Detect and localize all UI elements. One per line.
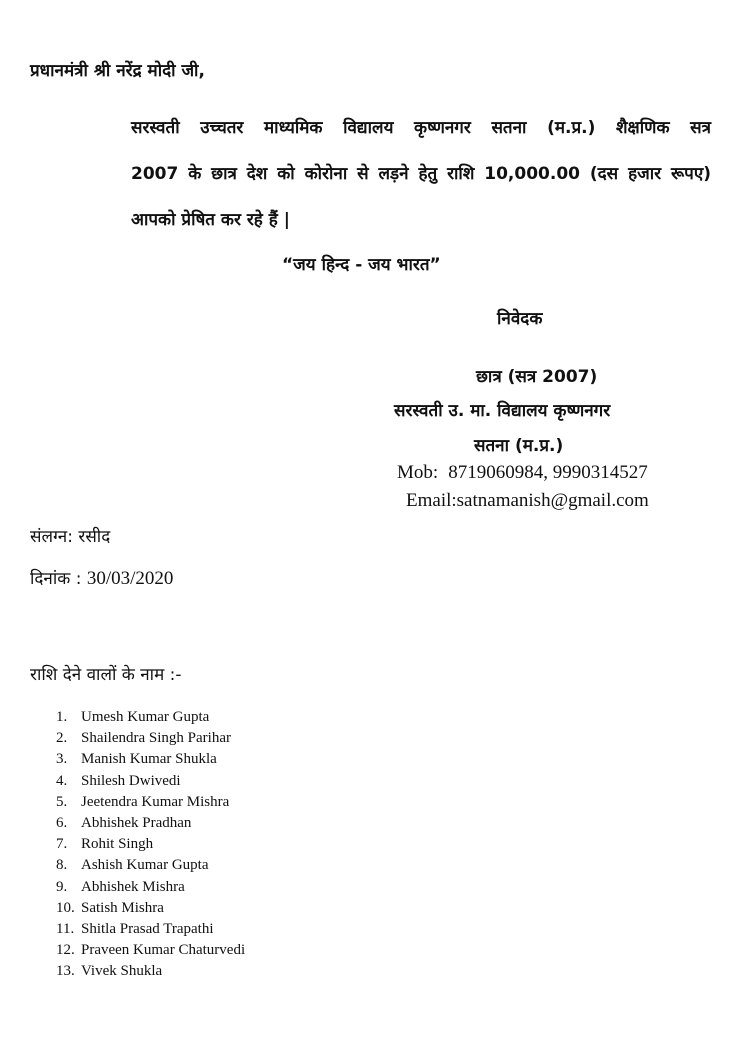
list-number: 9. [56, 878, 68, 895]
donor-name: Manish Kumar Shukla [81, 751, 217, 768]
list-number: 11. [56, 920, 75, 937]
list-number: 7. [56, 836, 68, 853]
sender-email: Email:satnamanish@gmail.com [406, 490, 649, 511]
sender-mobile [397, 462, 648, 484]
donor-name: Praveen Kumar Chaturvedi [81, 942, 246, 959]
donor-name: Rohit Singh [81, 836, 154, 853]
letter-body-line: आपको प्रेषित कर रहे हैं | [131, 210, 290, 230]
salutation: प्रधानमंत्री श्री नरेंद्र मोदी जी, [30, 61, 205, 81]
letter-body [131, 105, 711, 243]
donor-name: Vivek Shukla [81, 963, 163, 980]
sender-group: छात्र (सत्र 2007) [476, 367, 598, 387]
donor-name: Abhishek Mishra [81, 878, 185, 895]
donor-name: Umesh Kumar Gupta [81, 709, 210, 725]
list-number: 8. [56, 857, 68, 874]
mobile-label: Mob: [397, 462, 439, 483]
list-number: 2. [56, 730, 68, 747]
list-number: 10. [56, 899, 75, 916]
list-number: 5. [56, 793, 68, 810]
list-number: 13. [56, 963, 75, 980]
list-number: 4. [56, 772, 68, 789]
mobile-numbers: 8719060984, 9990314527 [448, 462, 648, 483]
list-number: 12. [56, 942, 75, 959]
donors-heading: राशि देने वालों के नाम :- [30, 665, 182, 685]
sign-off: निवेदक [497, 309, 543, 329]
list-number: 3. [56, 751, 68, 768]
sender-school: सरस्वती उ. मा. विद्यालय कृष्णनगर [394, 401, 611, 421]
enclosure-note: संलग्न: रसीद [30, 527, 111, 547]
donor-name: Shailendra Singh Parihar [81, 730, 231, 747]
list-number: 1. [56, 709, 68, 725]
date-line [30, 566, 173, 590]
donor-name: Shilesh Dwivedi [81, 772, 181, 789]
donor-name: Satish Mishra [81, 899, 164, 916]
donor-name: Jeetendra Kumar Mishra [81, 793, 230, 810]
donor-name: Ashish Kumar Gupta [81, 857, 209, 874]
letter-body-line: 2007 के छात्र देश को कोरोना से लड़ने हेतु राशि 10,000.00 (दस हजार रूपए) [131, 164, 711, 184]
letter-body-line: सरस्वती उच्चतर माध्यमिक विद्यालय कृष्णनगर सतना (म.प्र.) शैक्षणिक सत्र [131, 118, 711, 138]
donor-name: Abhishek Pradhan [81, 814, 192, 831]
date-value: 30/03/2020 [86, 568, 174, 589]
slogan: “जय हिन्द - जय भारत” [282, 255, 441, 275]
list-number: 6. [56, 814, 68, 831]
date-label: दिनांक : [30, 569, 82, 589]
donor-name: Shitla Prasad Trapathi [81, 920, 214, 937]
sender-city: सतना (म.प्र.) [474, 436, 564, 456]
